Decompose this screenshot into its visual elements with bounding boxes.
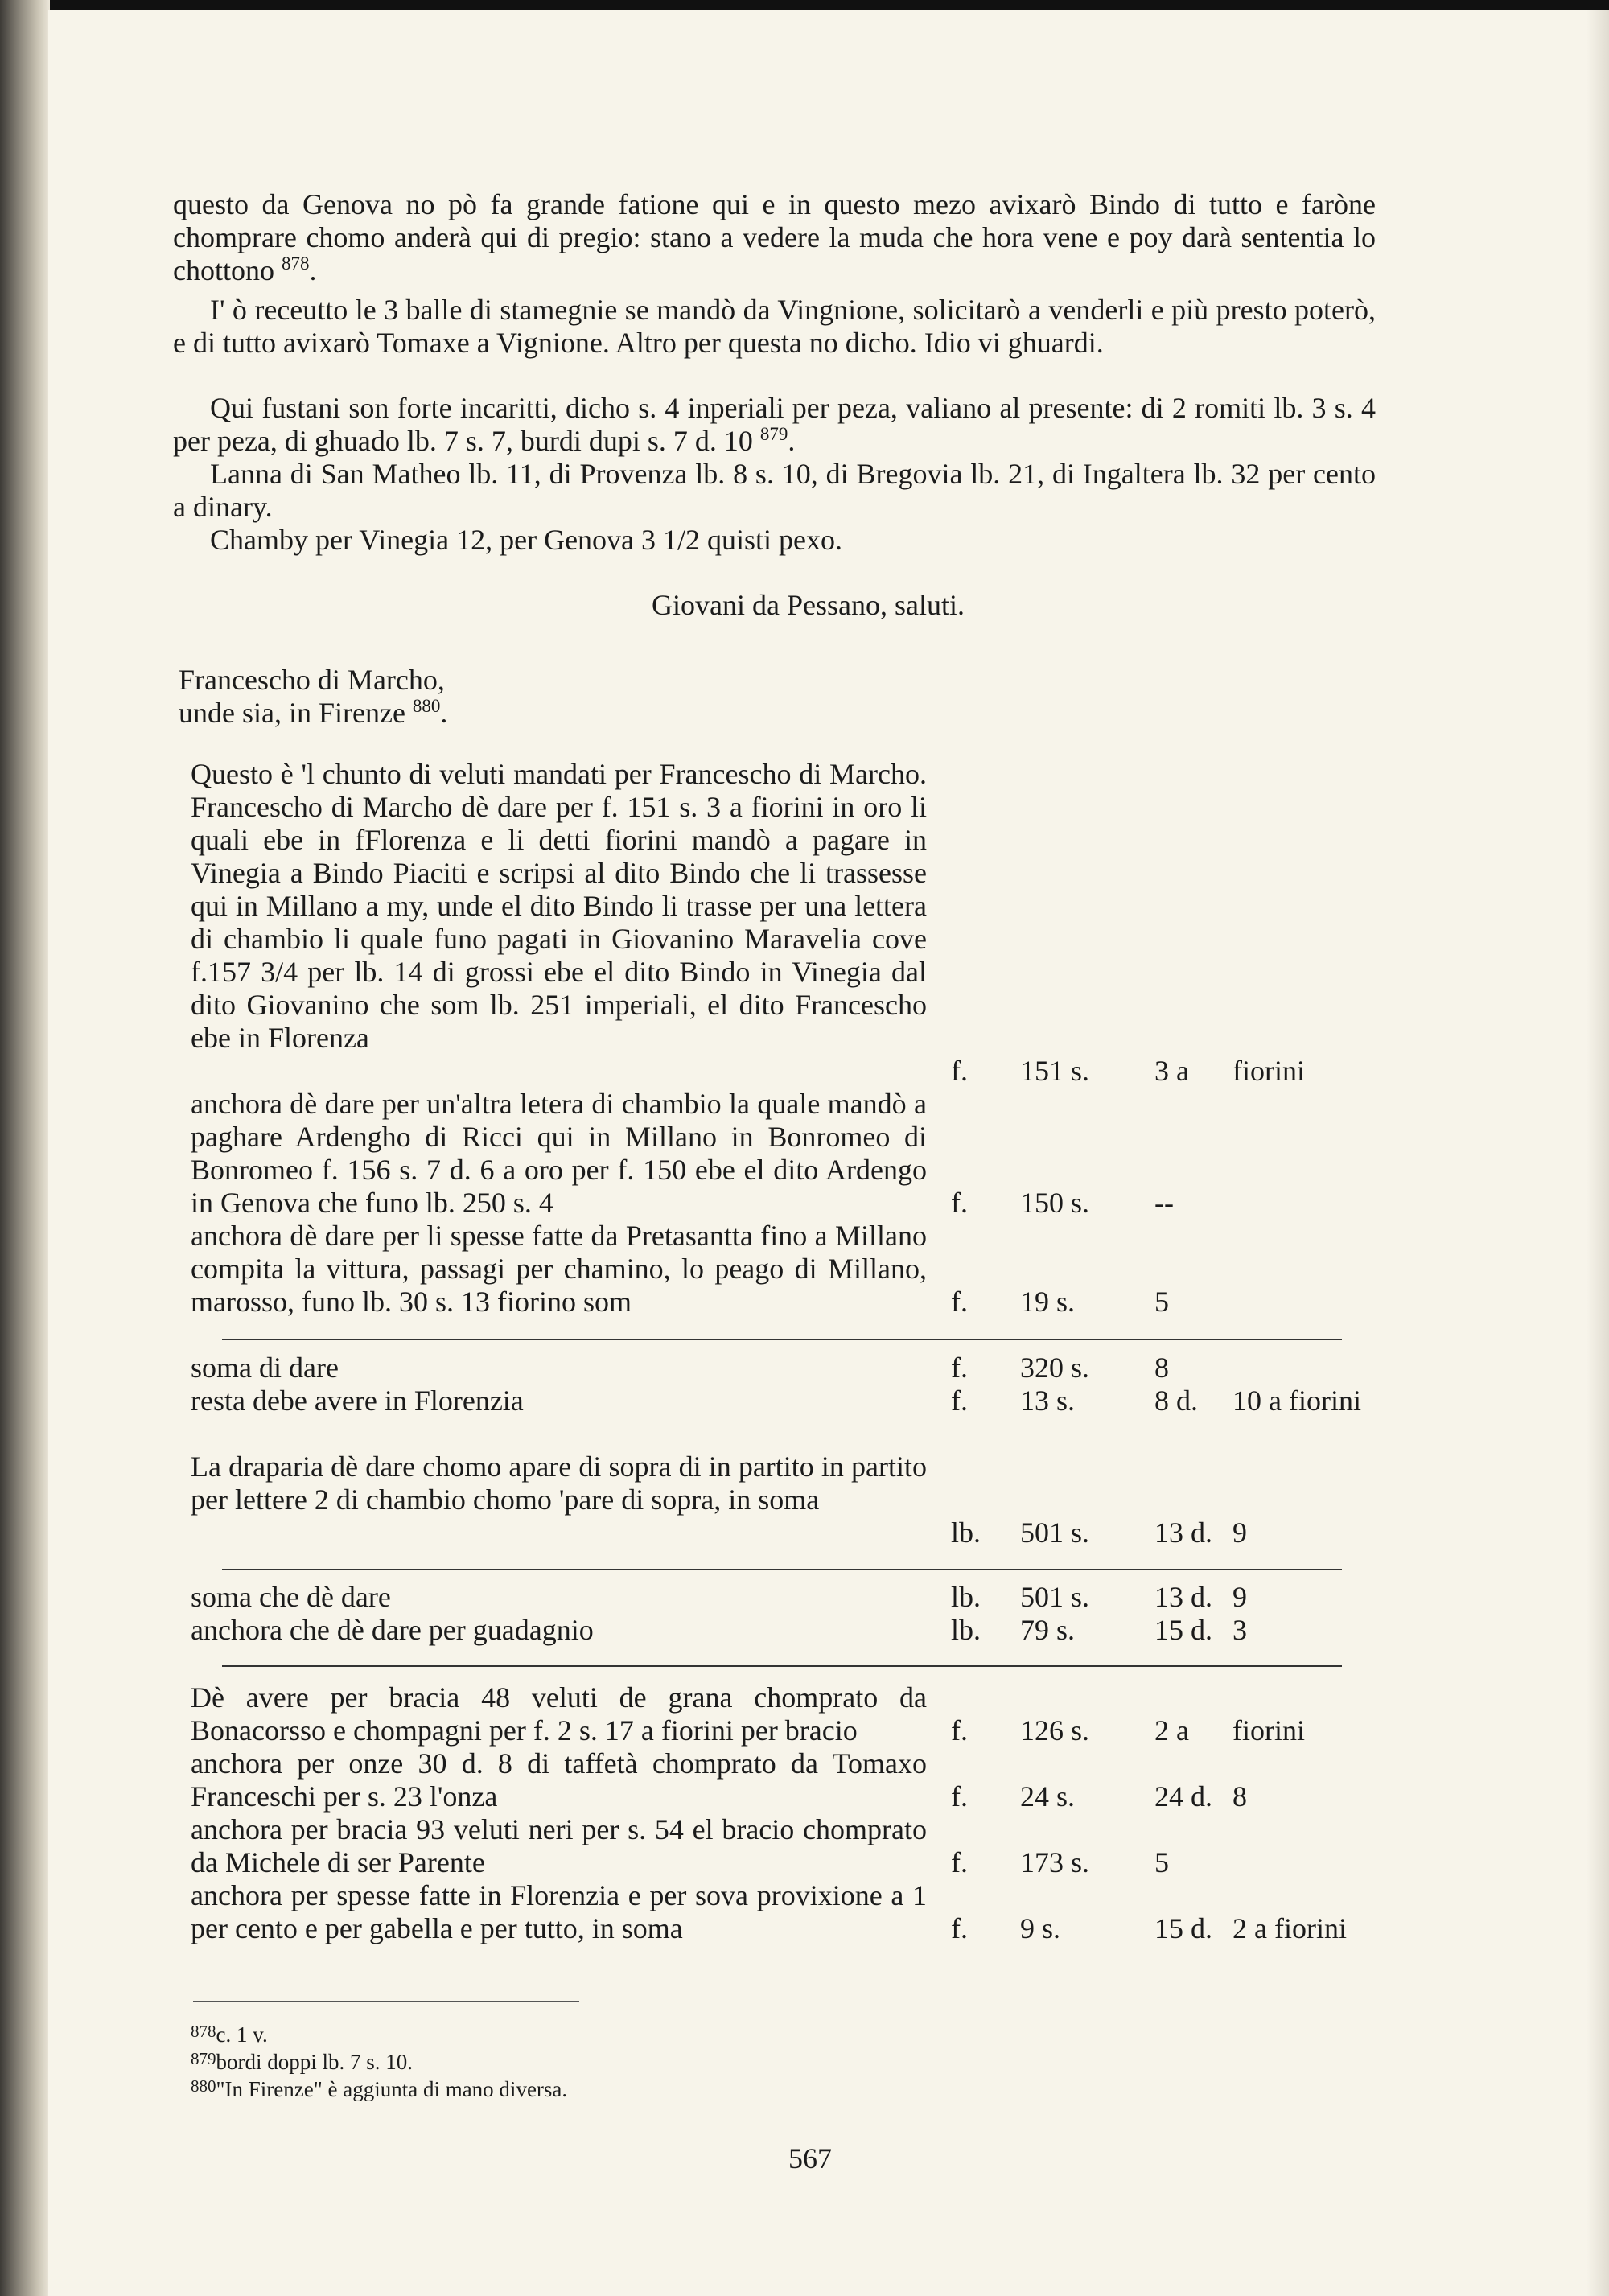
entry-2-amount: 150 s. (1020, 1187, 1090, 1219)
avere-2-sub: 24 d. (1154, 1780, 1212, 1813)
soma-che-amount: 501 s. (1020, 1581, 1090, 1613)
guadagnio-sub: 15 d. (1154, 1614, 1212, 1646)
avere-1-amount: 126 s. (1020, 1714, 1090, 1747)
avere-4-extra: 2 a fiorini (1232, 1912, 1347, 1944)
avere-2-text: anchora per onze 30 d. 8 di taffetà chomprato da Tomaxo Franceschi per s. 23 l'onza (191, 1747, 927, 1813)
resta-extra: 10 a fiorini (1232, 1385, 1361, 1417)
entry-1-sub: 3 a (1154, 1055, 1189, 1087)
soma-dare-unit: f. (951, 1352, 968, 1384)
letter-paragraph-1: questo da Genova no pò fa grande fatione qui e in questo mezo avixarò Bindo di tutto e faròne chomprare chomo anderà qui di pregio: stano a vedere la muda che hora vene e poy darà sententia lo chottono $^{878}$. (173, 188, 1376, 286)
signature: Giovani da Pessano, saluti. (652, 589, 965, 621)
avere-1-extra: fiorini (1232, 1714, 1305, 1747)
soma-dare-label: soma di dare (191, 1352, 339, 1384)
footnote-878: $^{878}$c. 1 v. (191, 2022, 268, 2047)
address-line-1: Francescho di Marcho, (179, 664, 445, 696)
book-page (48, 10, 1609, 2296)
book-spine (0, 0, 50, 2296)
entry-3-amount: 19 s. (1020, 1286, 1076, 1318)
resta-label: resta debe avere in Florenzia (191, 1385, 524, 1417)
sum-rule-3 (222, 1665, 1342, 1667)
letter-paragraph-4: Lanna di San Matheo lb. 11, di Provenza lb. 8 s. 10, di Bregovia lb. 21, di Ingaltera lb. 32 per cento a dinary. (173, 458, 1376, 523)
page-number: 567 (788, 2142, 832, 2175)
footnote-ref-879[interactable]: 879 (759, 424, 788, 444)
avere-1-text: Dè avere per bracia 48 veluti de grana chomprato da Bonacorsso e chompagni per f. 2 s. 17 a fiorini per bracio (191, 1681, 927, 1747)
avere-2-amount: 24 s. (1020, 1780, 1076, 1813)
entry-3-sub: 5 (1154, 1286, 1169, 1318)
draparia-amount: 501 s. (1020, 1516, 1090, 1549)
avere-4-amount: 9 s. (1020, 1912, 1061, 1944)
soma-dare-amount: 320 s. (1020, 1352, 1090, 1384)
avere-1-sub: 2 a (1154, 1714, 1189, 1747)
draparia-extra: 9 (1232, 1516, 1247, 1549)
entry-3-unit: f. (951, 1286, 968, 1318)
resta-amount: 13 s. (1020, 1385, 1076, 1417)
soma-dare-sub: 8 (1154, 1352, 1169, 1384)
draparia-sub: 13 d. (1154, 1516, 1212, 1549)
address-line-2: unde sia, in Firenze $^{880}$. (179, 696, 448, 729)
footnote-rule (193, 2001, 579, 2002)
soma-che-sub: 13 d. (1154, 1581, 1212, 1613)
avere-3-amount: 173 s. (1020, 1846, 1090, 1878)
avere-3-text: anchora per bracia 93 veluti neri per s. 54 el bracio chomprato da Michele di ser Parente (191, 1813, 927, 1878)
entry-2-unit: f. (951, 1187, 968, 1219)
account-intro: Questo è 'l chunto di veluti mandati per Francescho di Marcho. Francescho di Marcho dè dare per f. 151 s. 3 a fiorini in oro li quali ebe in fFlorenza e li detti fiorini mandò a pagare in Vinegia a Bindo Piaciti e scripsi al dito Bindo che li trassesse qui in Millano a my, unde el dito Bindo li trasse per una lettera di chambio li quale funo pagati in Giovanino Maravelia cove f.157 3/4 per lb. 14 di grossi ebe el dito Bindo in Vinegia dal dito Giovanino che som lb. 251 imperiali, el dito Francescho ebe in Florenza (191, 758, 927, 1054)
avere-4-text: anchora per spesse fatte in Florenzia e per sova provixione a 1 per cento e per gabella e per tutto, in soma (191, 1879, 927, 1944)
footnote-879: $^{879}$bordi doppi lb. 7 s. 10. (191, 2049, 414, 2074)
draparia-text: La draparia dè dare chomo apare di sopra di in partito in partito per lettere 2 di chambio chomo 'pare di sopra, in soma (191, 1450, 927, 1516)
soma-che-extra: 9 (1232, 1581, 1247, 1613)
resta-sub: 8 d. (1154, 1385, 1198, 1417)
footnote-880: $^{880}$"In Firenze" è aggiunta di mano diversa. (191, 2076, 568, 2101)
entry-3-text: anchora dè dare per li spesse fatte da Pretasantta fino a Millano compita la vittura, passagi per chamino, lo peago di Millano, marosso, funo lb. 30 s. 13 fiorino som (191, 1220, 927, 1318)
avere-1-unit: f. (951, 1714, 968, 1747)
letter-paragraph-3: Qui fustani son forte incaritti, dicho s. 4 inperiali per peza, valiano al presente: di 2 romiti lb. 3 s. 4 per peza, di ghuado lb. 7 s. 7, burdi dupi s. 7 d. 10 $^{879}$. (173, 392, 1376, 457)
entry-1-extra: fiorini (1232, 1055, 1305, 1087)
entry-2-sub: -- (1154, 1187, 1174, 1219)
soma-che-label: soma che dè dare (191, 1581, 391, 1613)
letter-paragraph-5: Chamby per Vinegia 12, per Genova 3 1/2 quisti pexo. (210, 524, 843, 556)
draparia-unit: lb. (951, 1516, 981, 1549)
avere-2-extra: 8 (1232, 1780, 1247, 1813)
footnote-ref-878[interactable]: 878 (281, 253, 310, 274)
entry-1-amount: 151 s. (1020, 1055, 1090, 1087)
resta-unit: f. (951, 1385, 968, 1417)
entry-1-unit: f. (951, 1055, 968, 1087)
avere-3-sub: 5 (1154, 1846, 1169, 1878)
guadagnio-label: anchora che dè dare per guadagnio (191, 1614, 594, 1646)
guadagnio-amount: 79 s. (1020, 1614, 1076, 1646)
sum-rule-1 (222, 1339, 1342, 1340)
avere-4-sub: 15 d. (1154, 1912, 1212, 1944)
avere-4-unit: f. (951, 1912, 968, 1944)
soma-che-unit: lb. (951, 1581, 981, 1613)
guadagnio-unit: lb. (951, 1614, 981, 1646)
entry-2-text: anchora dè dare per un'altra letera di chambio la quale mandò a paghare Ardengho di Ricci qui in Millano in Bonromeo di Bonromeo f. 156 s. 7 d. 6 a oro per f. 150 ebe el dito Ardengo in Genova che funo lb. 250 s. 4 (191, 1088, 927, 1219)
footnote-ref-880[interactable]: 880 (412, 696, 441, 716)
guadagnio-extra: 3 (1232, 1614, 1247, 1646)
sum-rule-2 (222, 1569, 1342, 1570)
avere-3-unit: f. (951, 1846, 968, 1878)
letter-paragraph-2: I' ò receutto le 3 balle di stamegnie se mandò da Vingnione, solicitarò a venderli e più presto poterò, e di tutto avixarò Tomaxe a Vignione. Altro per questa no dicho. Idio vi ghuardi. (173, 294, 1376, 359)
avere-2-unit: f. (951, 1780, 968, 1813)
